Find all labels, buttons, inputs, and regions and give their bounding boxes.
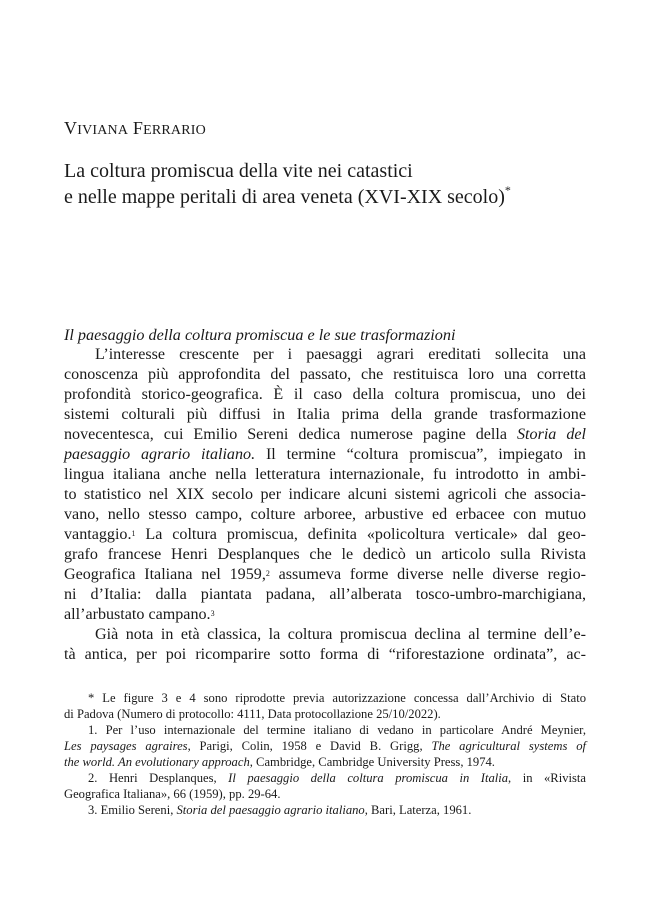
body-line: paesaggio agrario italiano. Il termine “coltura promiscua”, impiegato in: [64, 446, 586, 463]
body-line: profondità storico-geografica. È il caso della coltura promiscua, uno dei: [64, 386, 586, 403]
body-line: Già nota in età classica, la coltura promiscua declina al termine dell’e-: [95, 626, 586, 643]
article-title-line-2: e nelle mappe peritali di area veneta (XVI-XIX secolo)*: [64, 183, 511, 208]
body-line: grafo francese Henri Desplanques che le dedicò un articolo sulla Rivista: [64, 546, 586, 563]
section-heading: Il paesaggio della coltura promiscua e le sue trasformazioni: [64, 326, 456, 344]
footnote-ref-3: 3: [210, 609, 215, 618]
author-name: VIVIANA FERRARIO: [64, 118, 206, 138]
body-line: tà antica, per poi ricomparire sotto forma di “riforestazione ordinata”, ac-: [64, 646, 586, 663]
footnote-ref-2: 2: [265, 569, 270, 578]
footnote-line: Les paysages agraires, Parigi, Colin, 1958 e David B. Grigg, The agricultural systems of: [64, 739, 586, 753]
title-footnote-mark: *: [504, 183, 511, 197]
body-line: to statistico nel XIX secolo per indicare alcuni sistemi agricoli che associa-: [64, 486, 586, 503]
body-line: sistemi colturali più diffusi in Italia prima della grande trasformazione: [64, 406, 586, 423]
body-line: Geografica Italiana nel 1959,$^2$ assumeva forme diverse nelle diverse regio-: [64, 566, 586, 583]
body-line: vantaggio.$^1$ La coltura promiscua, definita «policoltura verticale» dal geo-: [64, 526, 586, 543]
footnote-line: di Padova (Numero di protocollo: 4111, Data protocollazione 25/10/2022).: [64, 707, 441, 721]
footnote-ref-1: 1: [131, 529, 136, 538]
body-line: novecentesca, cui Emilio Sereni dedica numerose pagine della Storia del: [64, 426, 586, 443]
footnote-line: Geografica Italiana», 66 (1959), pp. 29-64.: [64, 787, 281, 801]
body-line: lingua italiana anche nella letteratura internazionale, fu introdotto in ambi-: [64, 466, 586, 483]
footnote-line: 2. Henri Desplanques, Il paesaggio della coltura promiscua in Italia, in «Rivista: [88, 771, 586, 785]
body-line: conoscenza più approfondita del passato, che restituisca loro una corretta: [64, 366, 586, 383]
body-line: L’interesse crescente per i paesaggi agrari ereditati sollecita una: [95, 346, 586, 363]
body-line: all’arbustato campano.$^3$: [64, 606, 215, 623]
article-title-line-1: La coltura promiscua della vite nei catastici: [64, 160, 413, 182]
footnote-line: 1. Per l’uso internazionale del termine italiano di vedano in particolare André Meynier,: [88, 723, 586, 737]
footnote-line: * Le figure 3 e 4 sono riprodotte previa autorizzazione concessa dall’Archivio di Stato: [88, 691, 586, 705]
body-line: ni d’Italia: dalla piantata padana, all’alberata tosco-umbro-marchigiana,: [64, 586, 586, 603]
body-line: vano, nello stesso campo, colture arboree, arbustive ed erbacee con mutuo: [64, 506, 586, 523]
footnote-line: the world. An evolutionary approach, Cambridge, Cambridge University Press, 1974.: [64, 755, 495, 769]
footnote-line: 3. Emilio Sereni, Storia del paesaggio agrario italiano, Bari, Laterza, 1961.: [88, 803, 472, 817]
